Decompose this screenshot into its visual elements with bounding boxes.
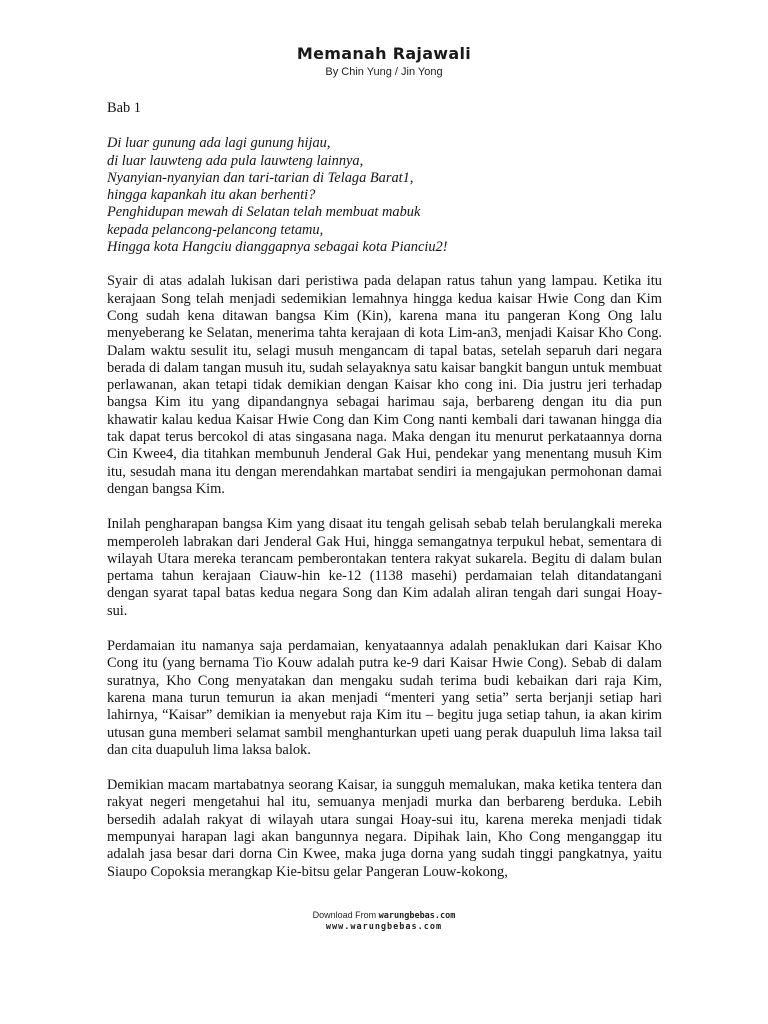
body-paragraph: Inilah pengharapan bangsa Kim yang disaat itu tengah gelisah sebab telah berulangkali mereka memperoleh labrakan dari Jenderal Gak Hui, hingga semangatnya terpukul hebat, sementara di wilayah Utara mereka terancam pemberontakan tentera rakyat sukarela. Begitu di dalam bulan pertama tahun kerajaan Ciauw-hin ke-12 (1138 masehi) perdamaian telah ditandatangani dengan syarat tapal batas kedua negara Song dan Kim adalah aliran tengah dari sungai Hoay-sui. <box>107 516 662 619</box>
poem-line: Nyanyian-nyanyian dan tari-tarian di Telaga Barat1, <box>107 169 414 186</box>
poem-line: Hingga kota Hangciu dianggapnya sebagai kota Pianciu2! <box>107 239 448 256</box>
author-byline: By Chin Yung / Jin Yong <box>325 66 443 78</box>
poem-line: di luar lauwteng ada pula lauwteng lainnya, <box>107 152 364 169</box>
poem-line: Di luar gunung ada lagi gunung hijau, <box>107 135 331 152</box>
book-title: Memanah Rajawali <box>296 44 472 63</box>
body-paragraph: Syair di atas adalah lukisan dari peristiwa pada delapan ratus tahun yang lampau. Ketika itu kerajaan Song telah menjadi sedemikian lemahnya hingga kedua kaisar Hwie Cong dan Kim Cong sudah kena ditawan bangsa Kim (Kin), karena mana itu pangeran Kong Ong lalu menyeberang ke Selatan, menerima tahta kerajaan di kota Lim-an3, menjadi Kaisar Kho Cong. Dalam waktu sesulit itu, selagi musuh mengancam di tapal batas, setelah separuh dari negara berada di dalam tangan musuh itu, sudah selayaknya satu kaisar bangkit bangun untuk membuat perlawanan, akan tetapi tidak demikian dengan Kaisar kho cong ini. Dia justru jeri terhadap bangsa Kim itu yang dipandangnya sebagai harimau saja, berbareng dengan itu dia pun khawatir kalau kedua Kaisar Hwie Cong dan Kim Cong nanti kembali dari tawanan hingga dia tak dapat terus bercokol di atas singasana naga. Maka dengan itu menurut perkataannya dorna Cin Kwee4, dia titahkan membunuh Jenderal Gak Hui, pendekar yang menentang musuh Kim itu, sesudah mana itu dengan merendahkan martabat sendiri ia mengajukan permohonan damai dengan bangsa Kim. <box>107 273 662 497</box>
body-paragraph: Demikian macam martabatnya seorang Kaisar, ia sungguh memalukan, maka ketika tentera dan rakyat negeri mengetahui hal itu, semuanya menjadi murka dan berbareng berduka. Lebih bersedih adalah rakyat di wilayah utara sungai Hoay-sui itu, karena mereka menjadi tidak mempunyai harapan lagi akan bangunnya negara. Dipihak lain, Kho Cong menganggap itu adalah jasa besar dari dorna Cin Kwee, maka juga dorna yang sudah tinggi pangkatnya, yaitu Siaupo Copoksia merangkap Kie-bitsu gelar Pangeran Louw-kokong, <box>107 777 662 880</box>
footer-url: www.warungbebas.com <box>325 922 443 932</box>
poem-line: hingga kapankah itu akan berhenti? <box>107 187 316 204</box>
opening-poem <box>107 135 662 256</box>
body-paragraph: Perdamaian itu namanya saja perdamaian, kenyataannya adalah penaklukan dari Kaisar Kho Cong itu (yang bernama Tio Kouw adalah putra ke-9 dari Kaisar Hwie Cong). Sebab di dalam suratnya, Kho Cong menyatakan dan mengaku sudah terima budi kebaikan dari raja Kim, karena mana turun temurun ia akan menjadi “menteri yang setia” serta berjanji setiap hari lahirnya, “Kaisar” demikian ia menyebut raja Kim itu – begitu juga setiap tahun, ia akan kirim utusan guna memberi selamat sambil menghanturkan upeti uang perak duapuluh lima laksa tail dan cita duapuluh lima laksa balok. <box>107 638 662 758</box>
page-footer <box>0 910 768 921</box>
footer-prefix: Download From <box>312 910 379 920</box>
chapter-heading: Bab 1 <box>107 100 141 116</box>
poem-line: Penghidupan mewah di Selatan telah membuat mabuk <box>107 204 421 221</box>
footer-brand: warungbebas.com <box>378 911 456 921</box>
document-body <box>107 96 662 881</box>
poem-line: kepada pelancong-pelancong tetamu, <box>107 221 324 238</box>
